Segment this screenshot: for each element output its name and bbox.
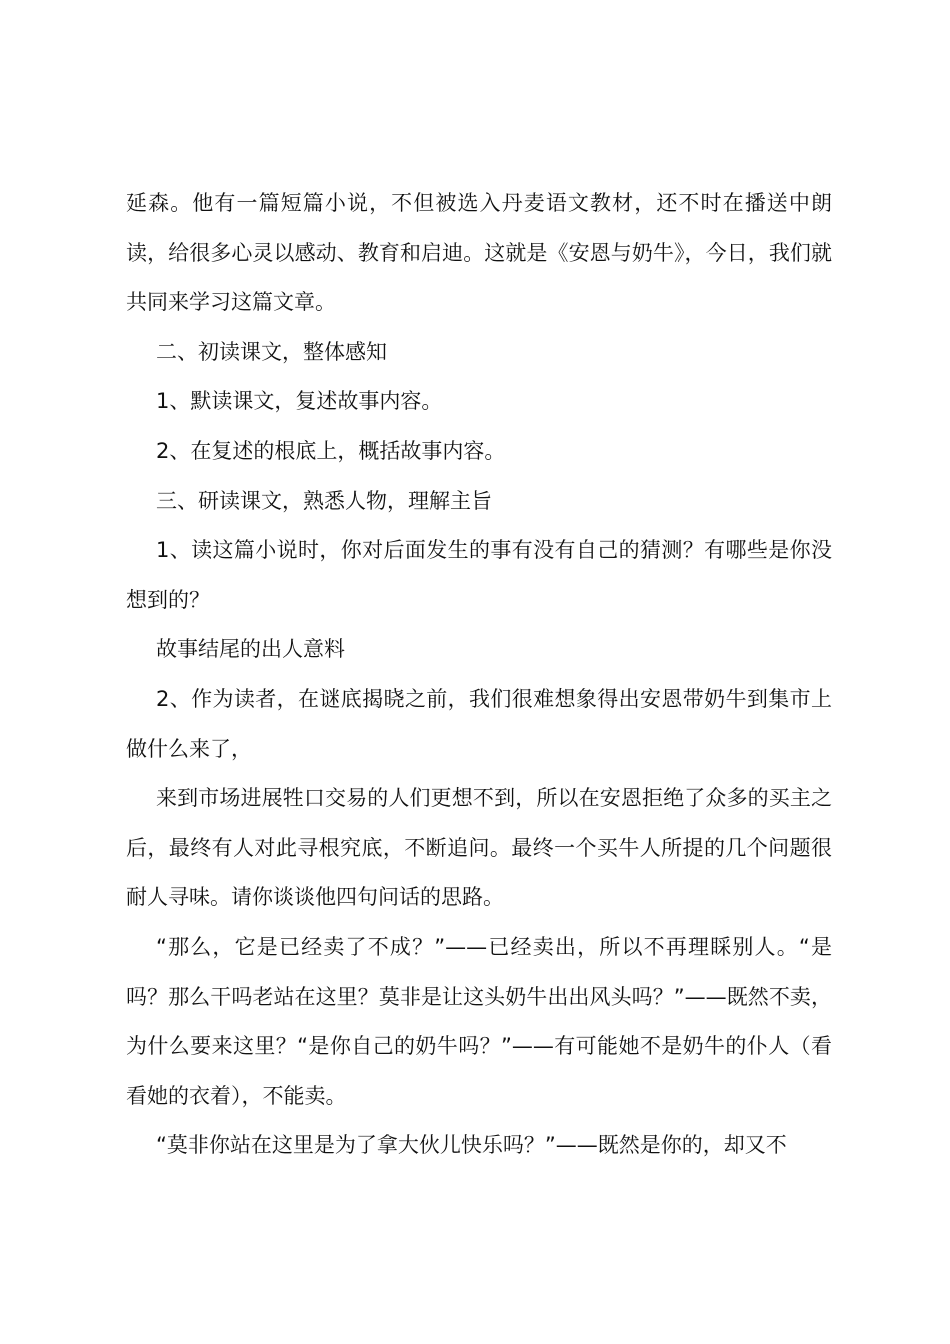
task-item-2: 2、在复述的根底上，概括故事内容。 [156, 438, 506, 463]
paragraph-market: 来到市场进展牲口交易的人们更想不到，所以在安恩拒绝了众多的买主之后，最终有人对此寻根究底，不断追问。最终一个买牛人所提的几个问题很耐人寻味。请你谈谈他四句问话的思路。 [126, 786, 832, 910]
document-body [126, 179, 832, 1171]
paragraph-dialogue-analysis: “那么，它是已经卖了不成？”——已经卖出，所以不再理睬别人。“是吗？那么干吗老站在这里？莫非是让这头奶牛出出风头吗？”——既然不卖，为什么要来这里？“是你自己的奶牛吗？”——有可能她不是奶牛的仆人（看看她的衣着），不能卖。 [126, 934, 832, 1108]
question-2: 2、作为读者，在谜底揭晓之前，我们很难想象得出安恩带奶牛到集市上做什么来了， [126, 686, 832, 761]
paragraph-intro-continued: 延森。他有一篇短篇小说，不但被选入丹麦语文教材，还不时在播送中朗读，给很多心灵以感动、教育和启迪。这就是《安恩与奶牛》，今日，我们就共同来学习这篇文章。 [126, 191, 832, 315]
paragraph-dialogue-last: “莫非你站在这里是为了拿大伙儿快乐吗？”——既然是你的，却又不 [156, 1133, 787, 1158]
section-heading-initial-reading: 二、初读课文，整体感知 [156, 339, 387, 364]
section-heading-study: 三、研读课文，熟悉人物，理解主旨 [156, 488, 492, 513]
task-item-1: 1、默读课文，复述故事内容。 [156, 389, 443, 414]
question-1: 1、读这篇小说时，你对后面发生的事有没有自己的猜测？有哪些是你没想到的？ [126, 538, 832, 612]
answer-1: 故事结尾的出人意料 [156, 637, 345, 662]
